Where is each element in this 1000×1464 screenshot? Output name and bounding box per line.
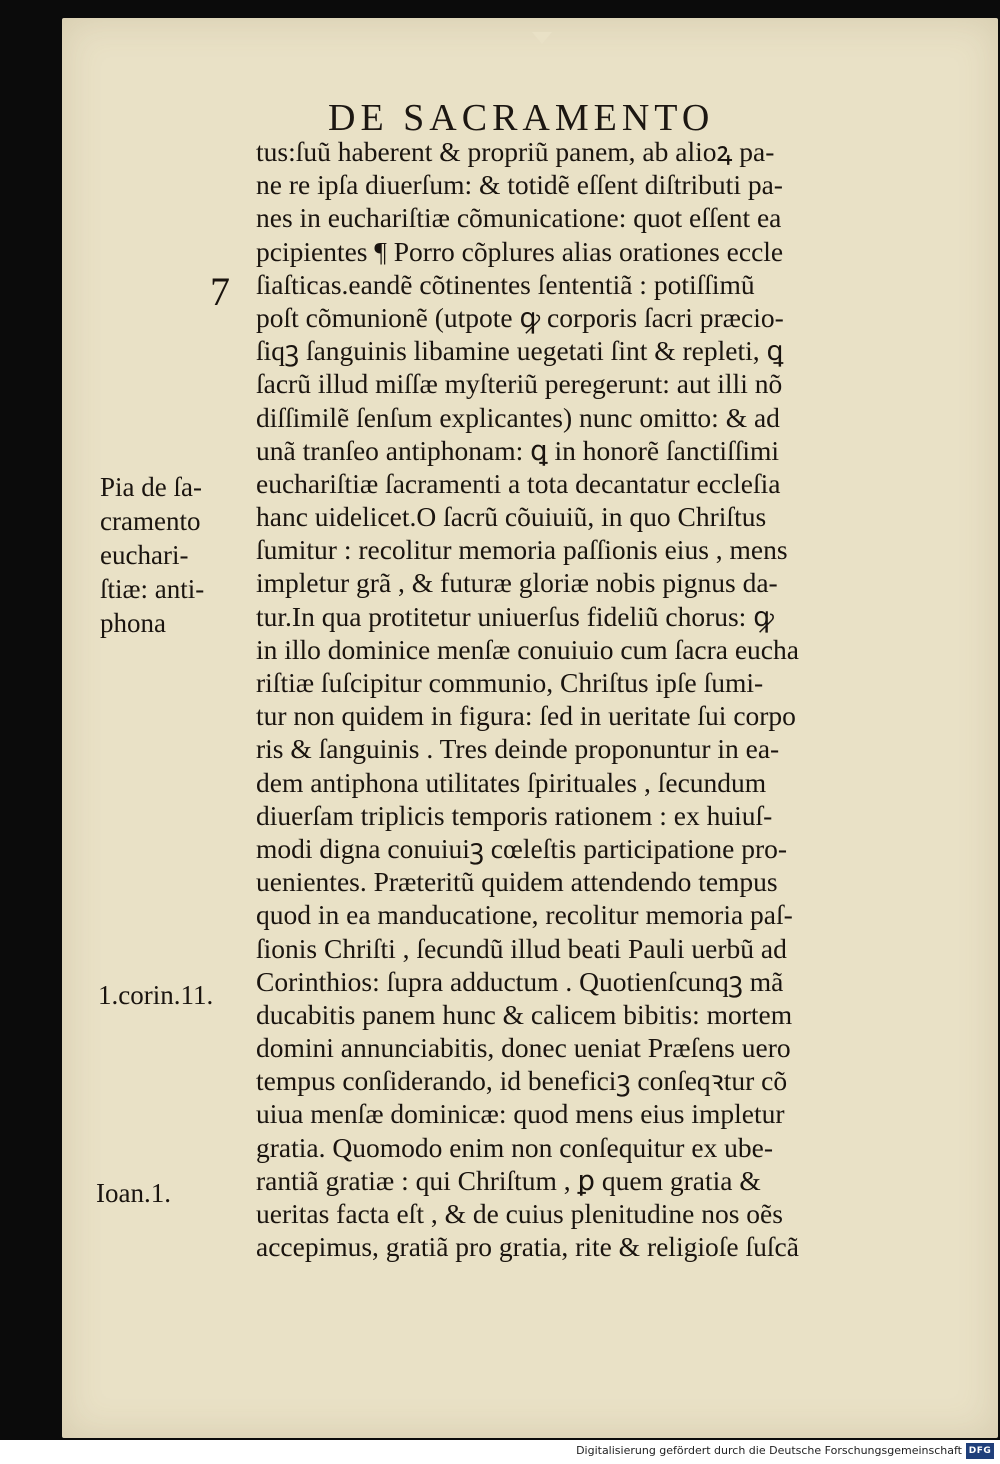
text-line: diſſimilẽ ſenſum explicantes) nunc omitto: & ad [256,401,780,433]
body-text [256,135,946,1263]
text-line: dem antiphona utilitates ſpirituales , ſecundum [256,766,767,798]
text-line: Corinthios: ſupra adductum . Quotienſcunqꝫ mã [256,965,784,997]
text-line: ueritas facta eſt , & de cuius plenitudine nos oẽs [256,1198,783,1229]
text-line: gratia. Quomodo enim non conſequitur ex ube- [256,1131,774,1163]
text-line: tempus conſiderando, id beneficiꝫ conſeqꝛtur cõ [256,1065,788,1097]
margin-note-line: Pia de ſa- [100,472,202,502]
text-line: ris & ſanguinis . Tres deinde proponuntur in ea- [256,733,780,765]
page-edge-notch [532,32,552,44]
paragraph-number: 7 [210,269,230,314]
text-line: diuerſam triplicis temporis rationem : ex huiuſ- [256,799,773,831]
margin-note-line: euchari- [100,540,189,570]
margin-note-corinthians: 1.corin.11. [98,980,214,1010]
footer-bar [0,1440,1000,1464]
text-line: tur non quidem in figura: ſed in ueritate ſui corpo [256,700,796,732]
text-line: ne re ipſa diuerſum: & totidẽ eſſent diſtributi pa- [256,169,783,201]
text-line: uenientes. Præteritũ quidem attendendo tempus [256,866,778,898]
text-line: riſtiæ ſuſcipitur communio, Chriſtus ipſe ſumi- [256,667,764,698]
margin-note-ioannes: Ioan.1. [96,1178,171,1208]
margin-note-line: cramento [100,506,201,536]
footer-credit: Digitalisierung gefördert durch die Deutsche Forschungsgemeinschaft [576,1444,962,1457]
text-line: ſionis Chriſti , ſecundũ illud beati Pauli uerbũ ad [256,932,787,964]
text-line: hanc uidelicet.O ſacrũ cõuiuiũ, in quo Chriſtus [256,501,767,533]
text-line: unã tranſeo antiphonam: ꝗ in honorẽ ſanctiſſimi [256,434,780,466]
text-line: accepimus, gratiã pro gratia, rite & religioſe ſuſcã [256,1231,799,1263]
text-line: modi digna conuiuiꝫ cœleſtis participatione pro- [256,832,788,864]
margin-note-line: phona [100,608,166,638]
text-line: poſt cõmunionẽ (utpote ꝙ corporis ſacri præcio- [256,301,784,333]
text-line: pcipientes ¶ Porro cõplures alias orationes eccle [256,235,784,267]
text-line: rantiã gratiæ : qui Chriſtum , ꝑ quem gratia & [256,1164,761,1196]
margin-note-line: ſtiæ: anti- [100,574,205,604]
text-line: in illo dominice menſæ conuiuio cum ſacra eucha [256,633,799,665]
text-line: euchariſtiæ ſacramenti a tota decantatur eccleſia [256,467,781,499]
text-line: ſiaſticas.eandẽ cõtinentes ſententiã : potiſſimũ [256,268,755,300]
text-line: ſacrũ illud miſſæ myſteriũ peregerunt: aut illi nõ [256,368,783,400]
text-line: nes in euchariſtiæ cõmunicatione: quot eſſent ea [256,202,782,234]
text-line: impletur grã , & futuræ gloriæ nobis pignus da- [256,567,778,599]
text-line: tur.In qua protitetur uniuerſus fideliũ chorus: ꝙ [256,600,774,632]
margin-note-antiphona [100,470,204,640]
text-line: quod in ea manducatione, recolitur memoria paſ- [256,899,793,931]
text-line: tus:ſuũ haberent & propriũ panem, ab alioꝝ pa- [256,136,775,167]
running-head: DE SACRAMENTO [328,97,715,139]
text-line: uiua menſæ dominicæ: quod mens eius impletur [256,1098,785,1130]
text-line: ducabitis panem hunc & calicem bibitis: mortem [256,998,793,1030]
dfg-logo: DFG [966,1443,994,1459]
text-line: ſiqꝫ ſanguinis libamine uegetati ſint & repleti, ꝗ [256,335,784,367]
text-line: ſumitur : recolitur memoria paſſionis eius , mens [256,534,788,566]
text-line: domini annunciabitis, donec ueniat Præſens uero [256,1032,791,1064]
